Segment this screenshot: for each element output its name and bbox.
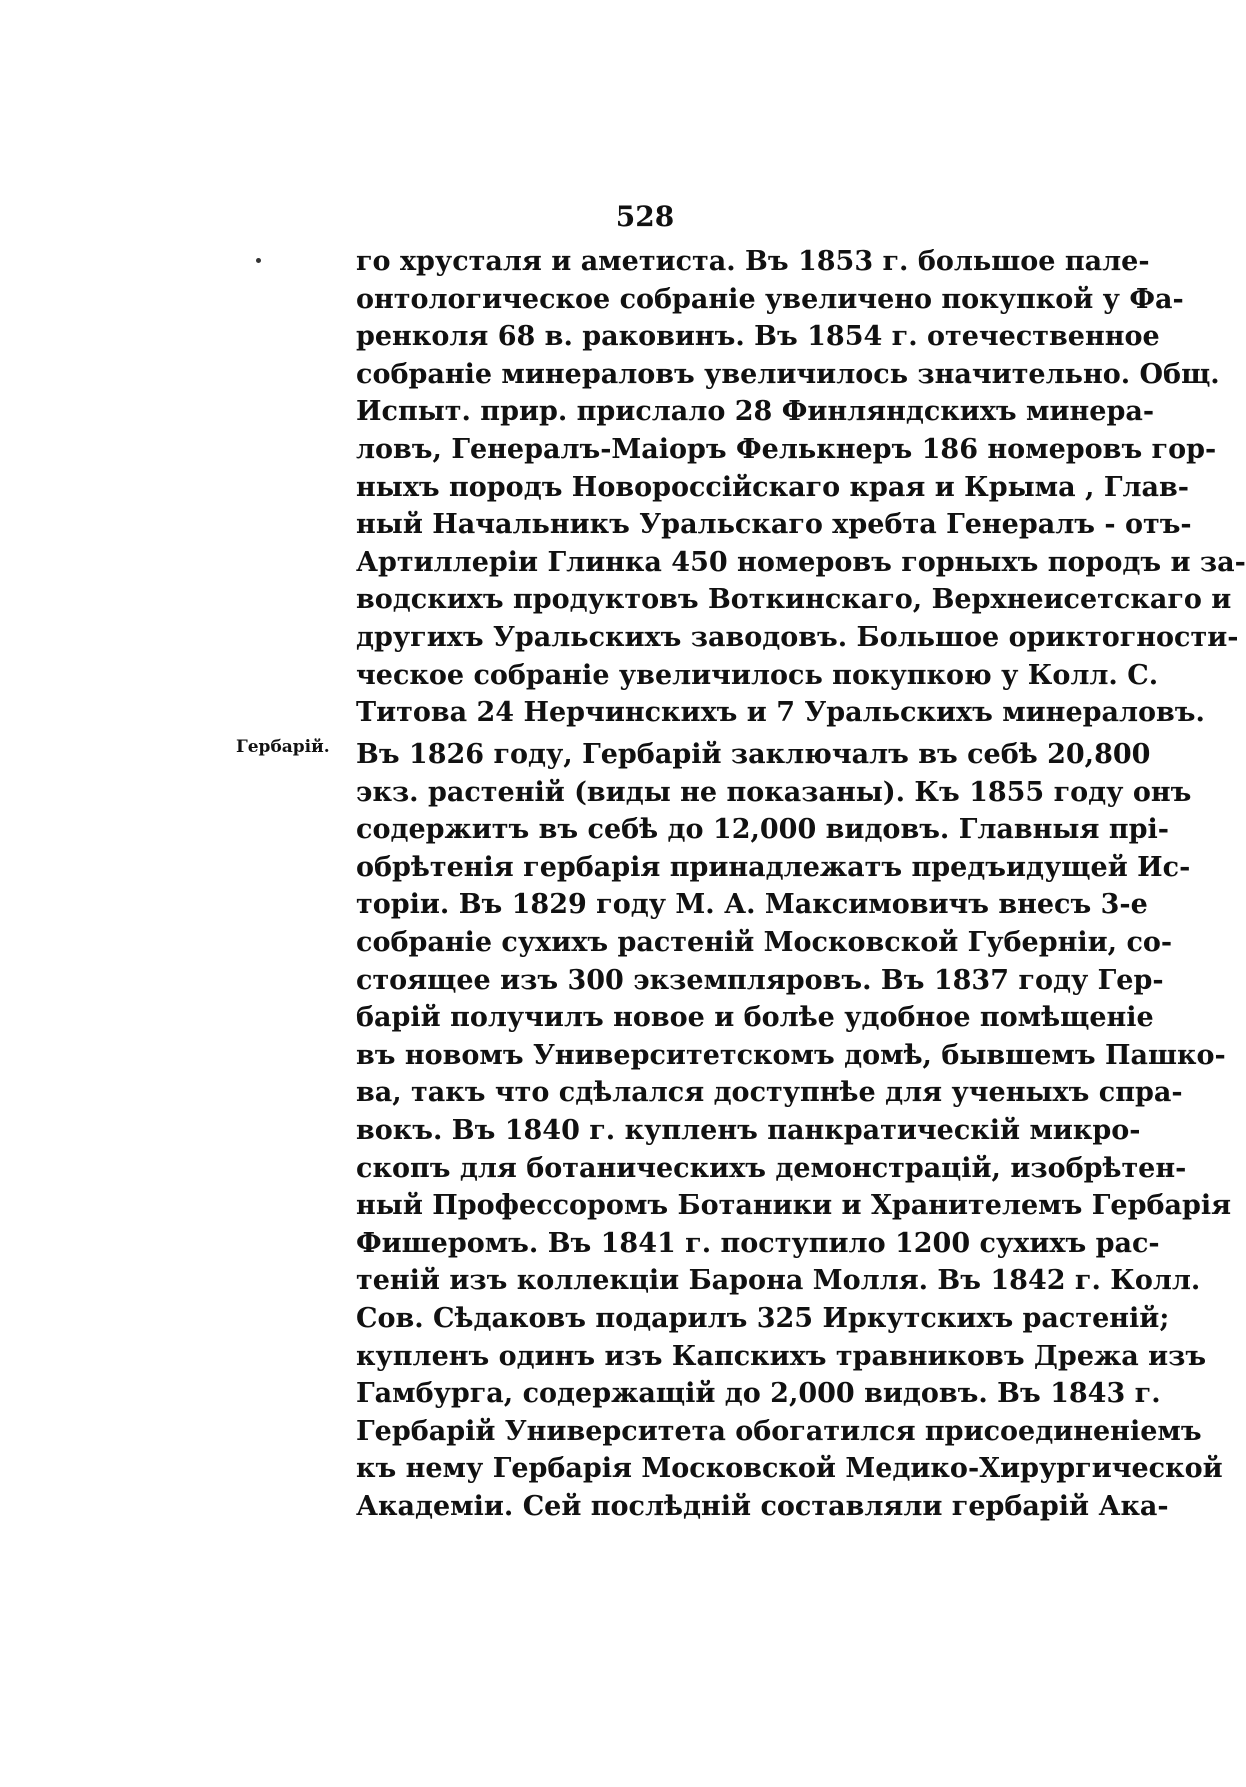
paragraph-herbarium: [356, 736, 1232, 1525]
text-line: ловъ, Генералъ-Маіоръ Фелькнеръ 186 номеровъ гор-: [356, 433, 1217, 465]
text-line: Фишеромъ. Въ 1841 г. поступило 1200 сухихъ рас-: [356, 1227, 1160, 1259]
text-line: купленъ одинъ изъ Капскихъ травниковъ Дрежа изъ: [356, 1340, 1207, 1372]
text-line: ный Профессоромъ Ботаники и Хранителемъ Гербарія: [356, 1190, 1232, 1222]
text-line: Академіи. Сей послѣдній составляли гербарій Ака-: [356, 1490, 1169, 1522]
text-line: ческое собраніе увеличилось покупкою у Колл. С.: [356, 659, 1159, 691]
text-line: въ новомъ Университетскомъ домѣ, бывшемъ Пашко-: [356, 1039, 1226, 1071]
text-line: содержитъ въ себѣ до 12,000 видовъ. Главныя прі-: [356, 814, 1169, 846]
text-line: онтологическое собраніе увеличено покупкой у Фа-: [356, 283, 1184, 315]
text-line: экз. растеній (виды не показаны). Къ 1855 году онъ: [356, 776, 1192, 808]
text-line: Испыт. прир. прислало 28 Финляндскихъ минера-: [356, 396, 1155, 428]
paragraph-minerals: [356, 243, 1246, 732]
text-line: собраніе минераловъ увеличилось значительно. Общ.: [356, 358, 1220, 390]
text-line: Гербарій Университета обогатился присоединеніемъ: [356, 1415, 1202, 1447]
stray-ink-mark: [256, 258, 261, 263]
text-line: къ нему Гербарія Московской Медико-Хирургической: [356, 1453, 1223, 1485]
text-line: вокъ. Въ 1840 г. купленъ панкратическій микро-: [356, 1114, 1141, 1146]
text-line: Гамбурга, содержащій до 2,000 видовъ. Въ 1843 г.: [356, 1378, 1161, 1410]
text-line: теній изъ коллекціи Барона Молля. Въ 1842 г. Колл.: [356, 1265, 1201, 1297]
text-line: ныхъ породъ Новороссійскаго края и Крыма , Глав-: [356, 471, 1189, 503]
text-line: собраніе сухихъ растеній Московской Губерніи, со-: [356, 926, 1173, 958]
text-line: стоящее изъ 300 экземпляровъ. Въ 1837 году Гер-: [356, 964, 1164, 996]
text-line: Сов. Сѣдаковъ подарилъ 325 Иркутскихъ растеній;: [356, 1302, 1170, 1334]
text-line: другихъ Уральскихъ заводовъ. Большое ориктогности-: [356, 621, 1239, 653]
page-number: 528: [615, 200, 675, 233]
text-line: Въ 1826 году, Гербарій заключалъ въ себѣ 20,800: [356, 739, 1151, 770]
text-line: торіи. Въ 1829 году М. А. Максимовичъ внесъ 3-е: [356, 889, 1148, 921]
text-line: Артиллеріи Глинка 450 номеровъ горныхъ породъ и за-: [356, 546, 1246, 578]
text-line: обрѣтенія гербарія принадлежатъ предъидущей Ис-: [356, 851, 1191, 883]
text-line: скопъ для ботаническихъ демонстрацій, изобрѣтен-: [356, 1152, 1187, 1184]
text-line: Титова 24 Нерчинскихъ и 7 Уральскихъ минераловъ.: [356, 697, 1205, 729]
text-line: водскихъ продуктовъ Воткинскаго, Верхнеисетскаго и: [356, 584, 1232, 616]
text-line: ный Начальникъ Уральскаго хребта Генералъ - отъ-: [356, 509, 1192, 541]
text-line: го хрусталя и аметиста. Въ 1853 г. большое пале-: [356, 246, 1150, 277]
text-line: ва, такъ что сдѣлался доступнѣе для ученыхъ спра-: [356, 1077, 1183, 1109]
text-line: барій получилъ новое и болѣе удобное помѣщеніе: [356, 1002, 1154, 1034]
text-line: ренколя 68 в. раковинъ. Въ 1854 г. отечественное: [356, 321, 1160, 353]
margin-note-herbarium: Гербарій.: [236, 737, 330, 757]
